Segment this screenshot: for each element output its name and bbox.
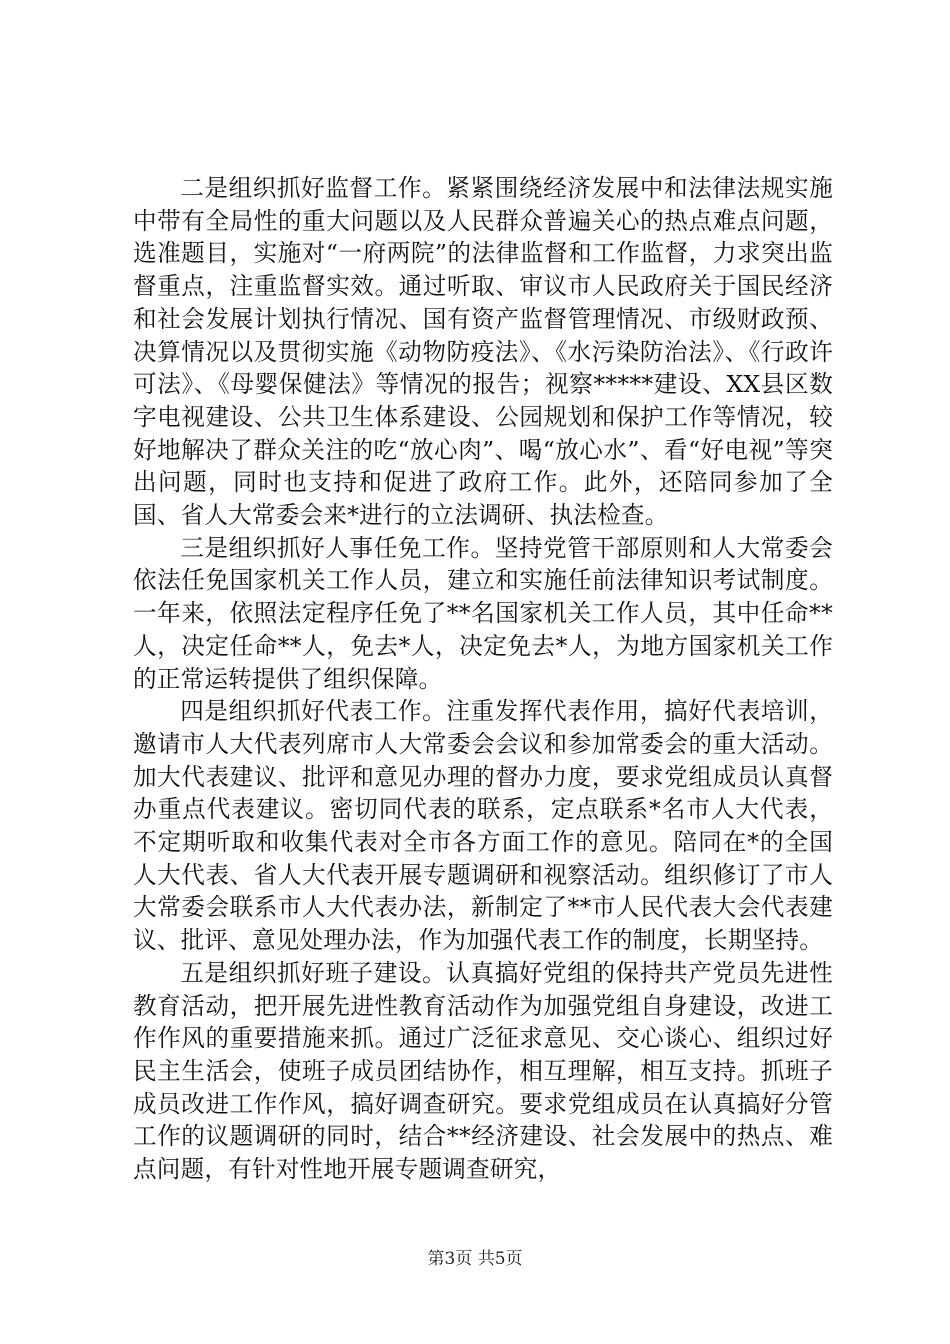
paragraph-supervision: 二是组织抓好监督工作。紧紧围绕经济发展中和法律法规实施中带有全局性的重大问题以及人民群众普遍关心的热点难点问题，选准题目，实施对“一府两院”的法律监督和工作监督，力求突出监督重点，注重监督实效。通过听取、审议市人民政府关于国民经济和社会发展计划执行情况、国有资产监督管理情况、市级财政预、决算情况以及贯彻实施《动物防疫法》、《水污染防治法》、《行政许可法》、《母婴保健法》等情况的报告；视察*****建设、XX县区数字电视建设、公共卫生体系建设、公园规划和保护工作等情况，较好地解决了群众关注的吃“放心肉”、喝“放心水”、看“好电视”等突出问题，同时也支持和促进了政府工作。此外，还陪同参加了全国、省人大常委会来*进行的立法调研、执法检查。 bbox=[133, 174, 833, 530]
paragraph-deputies: 四是组织抓好代表工作。注重发挥代表作用，搞好代表培训，邀请市人大代表列席市人大常委会会议和参加常委会的重大活动。加大代表建议、批评和意见办理的督办力度，要求党组成员认真督办重点代表建议。密切同代表的联系，定点联系*名市人大代表，不定期听取和收集代表对全市各方面工作的意见。陪同在*的全国人大代表、省人大代表开展专题调研和视察活动。组织修订了市人大常委会联系市人大代表办法，新制定了**市人民代表大会代表建议、批评、意见处理办法，作为加强代表工作的制度，长期坚持。 bbox=[133, 697, 833, 955]
paragraph-appointments: 三是组织抓好人事任免工作。坚持党管干部原则和人大常委会依法任免国家机关工作人员，建立和实施任前法律知识考试制度。一年来，依照法定程序任免了**名国家机关工作人员，其中任命**人，决定任命**人，免去*人，决定免去*人，为地方国家机关工作的正常运转提供了组织保障。 bbox=[133, 533, 833, 693]
paragraph-team-building: 五是组织抓好班子建设。认真搞好党组的保持共产党员先进性教育活动，把开展先进性教育活动作为加强党组自身建设，改进工作作风的重要措施来抓。通过广泛征求意见、交心谈心、组织过好民主生活会，使班子成员团结协作，相互理解，相互支持。抓班子成员改进工作作风，搞好调查研究。要求党组成员在认真搞好分管工作的议题调研的同时，结合**经济建设、社会发展中的热点、难点问题，有针对性地开展专题调查研究， bbox=[133, 958, 833, 1184]
page-footer: 第3页 共5页 bbox=[427, 1249, 523, 1269]
document-body bbox=[133, 172, 833, 1186]
